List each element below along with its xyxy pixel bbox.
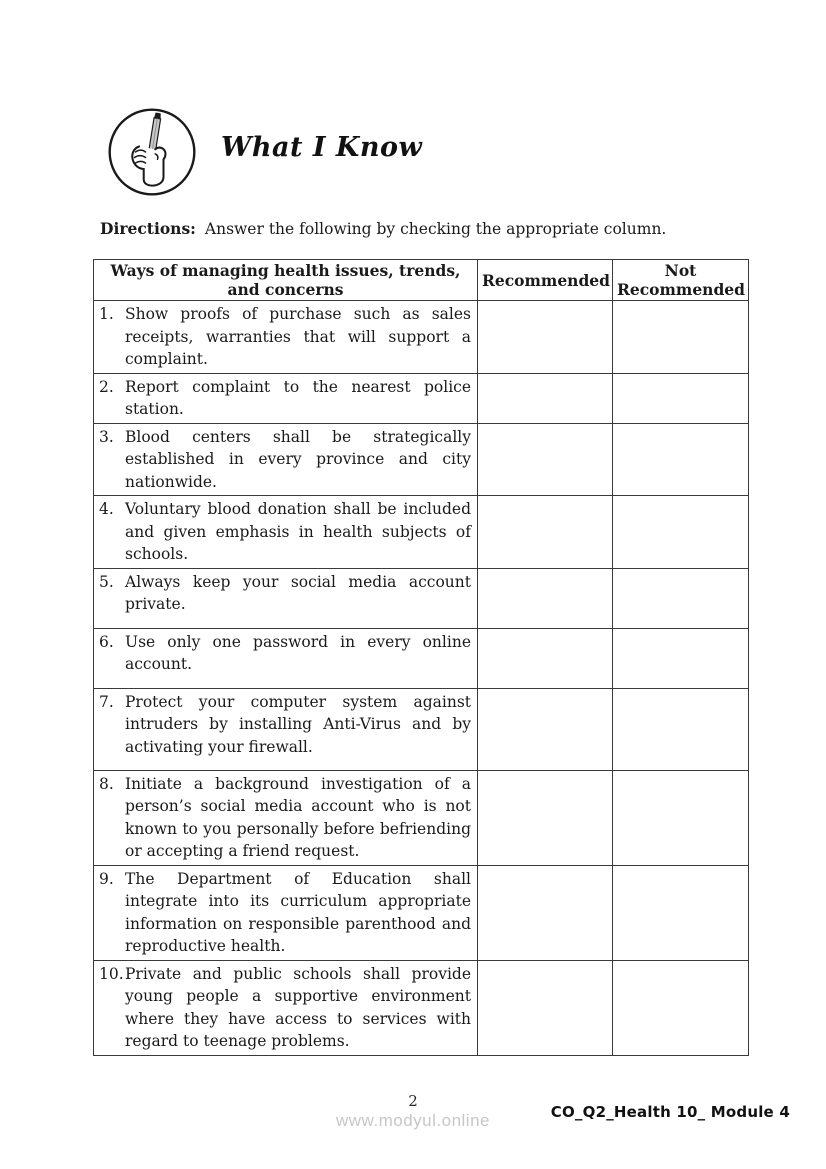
recommended-cell xyxy=(478,373,613,423)
recommended-cell xyxy=(478,770,613,865)
item-text: Show proofs of purchase such as sales receipts, warranties that will support a complaint. xyxy=(125,305,471,368)
table-row xyxy=(94,628,749,688)
item-text: Always keep your social media account private. xyxy=(125,572,471,613)
directions-text: Answer the following by checking the appropriate column. xyxy=(204,220,667,238)
not-recommended-cell xyxy=(613,628,749,688)
recommended-cell xyxy=(478,865,613,960)
item-number: 6. xyxy=(99,632,114,651)
page-number: 2 xyxy=(408,1092,418,1110)
item-number: 1. xyxy=(99,305,114,323)
item-text: The Department of Education shall integrate into its curriculum appropriate information on responsible parenthood and reproductive health. xyxy=(125,869,471,955)
table-row xyxy=(94,770,749,865)
item-text: Report complaint to the nearest police station. xyxy=(125,377,471,418)
item-number: 3. xyxy=(99,427,114,446)
not-recommended-cell xyxy=(613,373,749,423)
column-header-ways: Ways of managing health issues, trends, and concerns xyxy=(94,260,478,301)
table-row xyxy=(94,373,749,423)
not-recommended-cell xyxy=(613,688,749,770)
watermark-url: www.modyul.online xyxy=(335,1111,490,1130)
item-number: 9. xyxy=(99,869,114,888)
item-number: 5. xyxy=(99,572,114,591)
table-row xyxy=(94,496,749,569)
item-text: Initiate a background investigation of a person’s social media account who is not known to you personally before befriending or accepting a friend request. xyxy=(125,774,471,860)
not-recommended-cell xyxy=(613,496,749,569)
column-header-not-recommended: Not Recommended xyxy=(613,260,749,301)
module-code: CO_Q2_Health 10_ Module 4 xyxy=(550,1103,790,1121)
table-row xyxy=(94,423,749,496)
column-header-recommended: Recommended xyxy=(478,260,613,301)
item-text: Protect your computer system against intruders by installing Anti-Virus and by activating your firewall. xyxy=(125,692,471,756)
table-row xyxy=(94,568,749,628)
item-text: Voluntary blood donation shall be included and given emphasis in health subjects of schools. xyxy=(125,500,471,563)
recommended-cell xyxy=(478,301,613,374)
directions-line xyxy=(100,218,740,240)
table-row xyxy=(94,960,749,1055)
hand-holding-pencil-icon xyxy=(106,106,198,198)
item-text: Use only one password in every online account. xyxy=(125,632,471,673)
recommended-cell xyxy=(478,628,613,688)
directions-label: Directions: xyxy=(100,219,196,238)
recommended-cell xyxy=(478,568,613,628)
not-recommended-cell xyxy=(613,568,749,628)
not-recommended-cell xyxy=(613,301,749,374)
item-number: 4. xyxy=(99,500,114,518)
recommended-cell xyxy=(478,423,613,496)
not-recommended-cell xyxy=(613,960,749,1055)
footer-center xyxy=(328,1092,498,1132)
page-title: What I Know xyxy=(221,132,423,163)
recommended-cell xyxy=(478,960,613,1055)
item-number: 10. xyxy=(99,964,124,983)
table-row xyxy=(94,301,749,374)
table-header-row xyxy=(94,260,749,301)
table-row xyxy=(94,688,749,770)
not-recommended-cell xyxy=(613,423,749,496)
item-number: 2. xyxy=(99,377,114,396)
table-row xyxy=(94,865,749,960)
item-number: 7. xyxy=(99,692,114,711)
item-number: 8. xyxy=(99,774,114,793)
item-text: Blood centers shall be strategically established in every province and city nationwide. xyxy=(125,427,471,491)
recommended-cell xyxy=(478,688,613,770)
assessment-table xyxy=(93,259,749,1056)
not-recommended-cell xyxy=(613,770,749,865)
not-recommended-cell xyxy=(613,865,749,960)
recommended-cell xyxy=(478,496,613,569)
item-text: Private and public schools shall provide young people a supportive environment where they have access to services with regard to teenage problems. xyxy=(125,964,471,1050)
